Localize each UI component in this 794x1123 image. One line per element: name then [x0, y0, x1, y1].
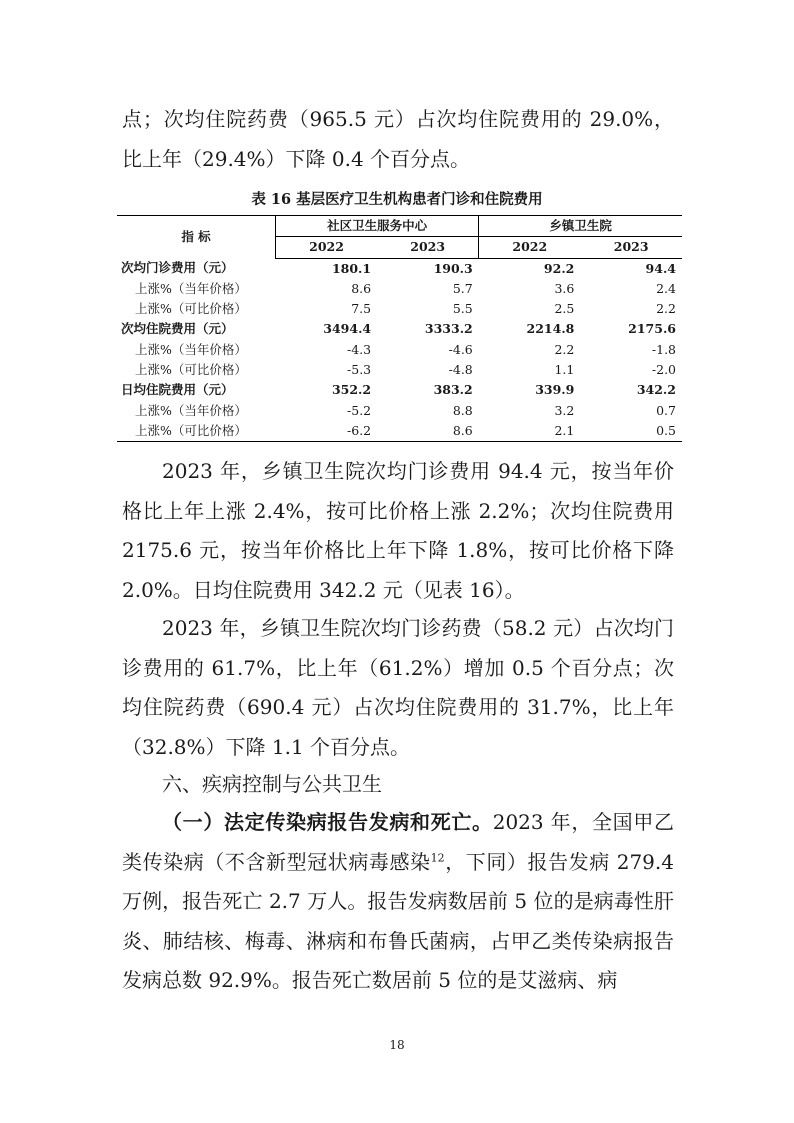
group-header-community: 社区卫生服务中心: [276, 216, 479, 237]
cell: 7.5: [351, 301, 372, 317]
cell: 352.2: [331, 382, 372, 398]
cell: 8.6: [377, 421, 479, 442]
year-header: 2023: [580, 237, 682, 258]
cell: 2.2: [656, 301, 676, 317]
cell: 8.8: [452, 402, 473, 418]
cell: -6.2: [276, 421, 378, 442]
table-row: [117, 299, 682, 319]
cell: -4.6: [448, 341, 473, 357]
cost-table: [117, 215, 682, 442]
paragraph-township-drug-costs: 2023 年，乡镇卫生院次均门诊药费（58.2 元）占次均门诊费用的 61.7%，比上年（61.2%）增加 0.5 个百分点；次均住院药费（690.4 元）占次均住院费用的 31.7%，比上年（32.8%）下降 1.1 个百分点。: [122, 616, 674, 759]
cell: 5.7: [452, 280, 473, 296]
cell: 180.1: [331, 260, 372, 276]
row-label: 上涨%（当年价格）: [135, 280, 247, 296]
table-caption: 表 16 基层医疗卫生机构患者门诊和住院费用: [251, 191, 543, 208]
cell: 0.5: [580, 421, 682, 442]
footnote-marker: 12: [430, 850, 445, 864]
cell: 3.6: [554, 280, 575, 296]
cell: 94.4: [645, 260, 676, 276]
group-header-township: 乡镇卫生院: [479, 216, 682, 237]
cell: 1.1: [554, 362, 575, 378]
paragraph-text: 2023 年，全国甲乙类传染病（不含新型冠状病毒感染: [122, 810, 674, 874]
cell: 92.2: [543, 260, 575, 276]
cell: 3494.4: [323, 321, 372, 337]
table-row: [117, 421, 682, 442]
table-row: [117, 319, 682, 339]
cell: -1.8: [651, 341, 676, 357]
cell: 342.2: [636, 382, 676, 398]
cell: 2214.8: [526, 321, 575, 337]
cell: 5.5: [452, 301, 473, 317]
cell: 8.6: [351, 280, 372, 296]
cell: 3333.2: [424, 321, 473, 337]
cell: 2.4: [656, 280, 676, 296]
cell: 2.1: [479, 421, 581, 442]
cell: -5.2: [347, 402, 372, 418]
table-row: [117, 401, 682, 421]
cell: -5.3: [347, 362, 372, 378]
cell: 383.2: [433, 382, 473, 398]
paragraph-continuation: 点；次均住院药费（965.5 元）占次均住院费用的 29.0%，比上年（29.4%）下降 0.4 个百分点。: [122, 107, 674, 171]
year-header: 2023: [377, 237, 479, 258]
row-label: 上涨%（可比价格）: [135, 362, 247, 378]
year-header: 2022: [276, 237, 378, 258]
table-row: [117, 380, 682, 400]
paragraph-text: ，下同）报告发病 279.4 万例，报告死亡 2.7 万人。报告发病数居前 5 位的是病毒性肝炎、肺结核、梅毒、淋病和布鲁氏菌病，占甲乙类传染病报告发病总数 92.9%。报告死亡数居前 5 位的是艾滋病、病: [122, 849, 674, 992]
table-row: [117, 360, 682, 380]
subsection-heading: （一）法定传染病报告发病和死亡。: [162, 810, 493, 834]
section-title: 六、疾病控制与公共卫生: [162, 772, 382, 796]
row-label: 上涨%（可比价格）: [117, 421, 276, 442]
table-row: [117, 340, 682, 360]
paragraph-infectious-disease: [122, 803, 674, 1001]
table-row: [117, 279, 682, 299]
indicator-header: 指 标: [117, 216, 276, 259]
page-number: 18: [389, 1038, 405, 1052]
cell: -4.8: [448, 362, 473, 378]
cell: 190.3: [433, 260, 473, 276]
cell: -2.0: [651, 362, 676, 378]
cell: 0.7: [656, 402, 676, 418]
cell: 2175.6: [628, 321, 676, 337]
cell: 3.2: [554, 402, 575, 418]
year-header: 2022: [479, 237, 581, 258]
cell: 2.2: [554, 341, 575, 357]
row-label: 次均门诊费用（元）: [121, 260, 234, 276]
row-label: 次均住院费用（元）: [121, 321, 234, 337]
row-label: 日均住院费用（元）: [121, 382, 234, 398]
row-label: 上涨%（当年价格）: [135, 341, 247, 357]
row-label: 上涨%（可比价格）: [135, 301, 247, 317]
cell: 2.5: [554, 301, 575, 317]
row-label: 上涨%（当年价格）: [135, 402, 247, 418]
table-row: [117, 258, 682, 279]
cell: 339.9: [535, 382, 575, 398]
paragraph-township-costs: 2023 年，乡镇卫生院次均门诊费用 94.4 元，按当年价格比上年上涨 2.4%，按可比价格上涨 2.2%；次均住院费用 2175.6 元，按当年价格比上年下降 1.8%，按可比价格下降 2.0%。日均住院费用 342.2 元（见表 16）。: [122, 459, 674, 602]
cell: -4.3: [347, 341, 372, 357]
